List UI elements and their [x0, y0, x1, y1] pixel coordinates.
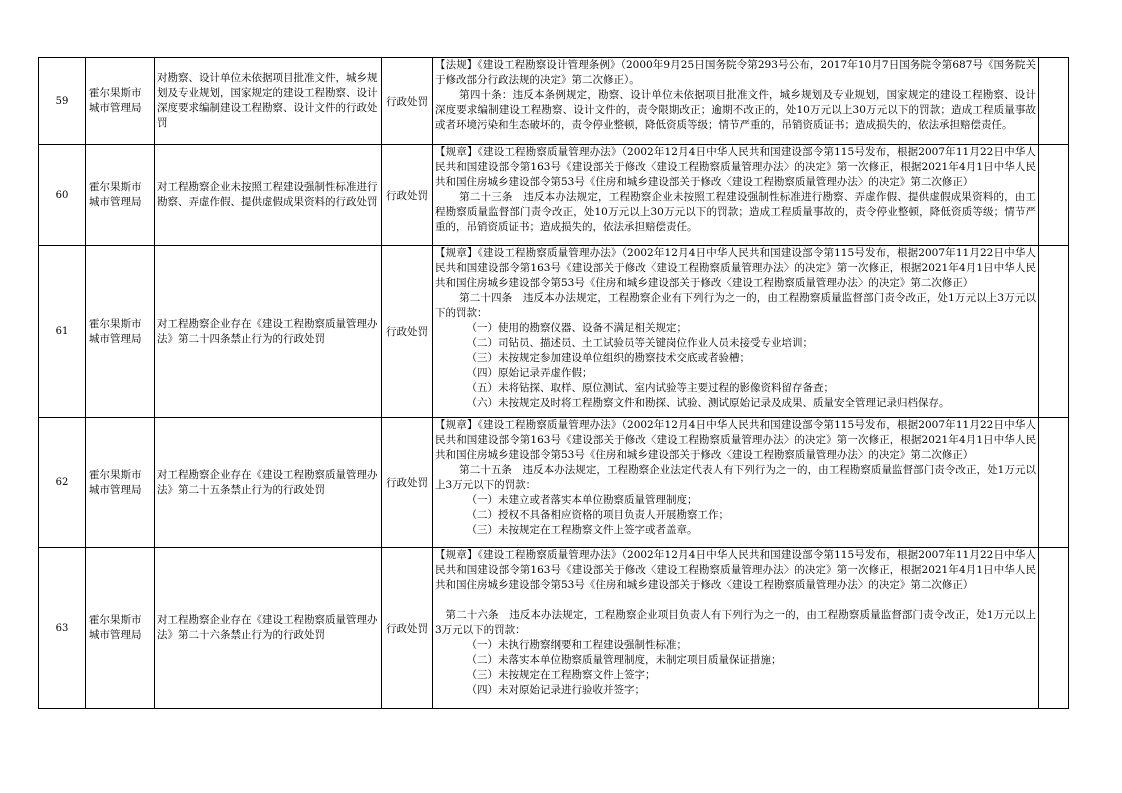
table-row	[39, 418, 1069, 548]
legal-basis	[433, 145, 1039, 246]
row-number: 62	[39, 418, 86, 548]
penalty-item: 对工程勘察企业未按照工程建设强制性标准进行勘察、弄虚作假、提供虚假成果资料的行政处罚	[155, 145, 382, 246]
penalty-type: 行政处罚	[382, 145, 433, 246]
empty-cell	[1039, 418, 1069, 548]
basis-article: 第二十六条 违反本办法规定，工程勘察企业项目负责人有下列行为之一的，由工程勘察质量监督部门责令改正，处1万元以上3万元以下的罚款：	[435, 609, 1036, 636]
empty-cell	[1039, 145, 1069, 246]
blank-line	[435, 593, 1036, 608]
table-row	[39, 58, 1069, 145]
row-number: 59	[39, 58, 86, 145]
penalty-type: 行政处罚	[382, 548, 433, 709]
empty-cell	[1039, 58, 1069, 145]
basis-clause: （五）未将钻探、取样、原位测试、室内试验等主要过程的影像资料留存备查；	[466, 382, 834, 394]
penalty-item: 对勘察、设计单位未依据项目批准文件，城乡规划及专业规划，国家规定的建设工程勘察、设计深度要求编制建设工程勘察、设计文件的行政处罚	[155, 58, 382, 145]
basis-article: 第二十三条 违反本办法规定，工程勘察企业未按照工程建设强制性标准进行勘察、弄虚作假、提供虚假成果资料的，由工程勘察质量监督部门责令改正，处10万元以上30万元以下的罚款；造成工程质量事故的，责令停业整顿，降低资质等级；情节严重的，吊销资质证书；造成损失的，依法承担赔偿责任。	[435, 191, 1036, 233]
row-number: 60	[39, 145, 86, 246]
legal-basis	[433, 548, 1039, 709]
basis-source: 【规章】《建设工程勘察质量管理办法》（2002年12月4日中华人民共和国建设部令第115号发布，根据2007年11月22日中华人民共和国建设部令第163号《建设部关于修改〈建设工程勘察质量管理办法〉的决定》第一次修正，根据2021年4月1日中华人民共和国住房城乡建设部令第53号《住房和城乡建设部关于修改〈建设工程勘察质量管理办法〉的决定》第二次修正）	[435, 549, 1036, 591]
basis-source: 【规章】《建设工程勘察质量管理办法》（2002年12月4日中华人民共和国建设部令第115号发布，根据2007年11月22日中华人民共和国建设部令第163号《建设部关于修改〈建设工程勘察质量管理办法〉的决定》第一次修正，根据2021年4月1日中华人民共和国住房城乡建设部令第53号《住房和城乡建设部关于修改〈建设工程勘察质量管理办法〉的决定》第二次修正）	[435, 419, 1036, 461]
basis-clause: （二）司钻员、描述员、土工试验员等关键岗位作业人员未接受专业培训；	[466, 337, 813, 349]
basis-source: 【规章】《建设工程勘察质量管理办法》（2002年12月4日中华人民共和国建设部令第115号发布，根据2007年11月22日中华人民共和国建设部令第163号《建设部关于修改〈建设工程勘察质量管理办法〉的决定》第一次修正，根据2021年4月1日中华人民共和国住房城乡建设部令第53号《住房和城乡建设部关于修改〈建设工程勘察质量管理办法〉的决定》第二次修正）	[435, 247, 1036, 289]
basis-clause: （一）未建立或者落实本单位勘察质量管理制度；	[466, 494, 698, 506]
basis-clause: （三）未按规定参加建设单位组织的勘察技术交底或者验槽；	[466, 352, 750, 364]
table-row	[39, 548, 1069, 709]
basis-clause: （一）使用的勘察仪器、设备不满足相关规定；	[466, 322, 687, 334]
row-number: 63	[39, 548, 86, 709]
basis-article: 第二十五条 违反本办法规定，工程勘察企业法定代表人有下列行为之一的，由工程勘察质量监督部门责令改正，处1万元以上3万元以下的罚款：	[435, 464, 1036, 491]
penalty-item: 对工程勘察企业存在《建设工程勘察质量管理办法》第二十五条禁止行为的行政处罚	[155, 418, 382, 548]
department: 霍尔果斯市城市管理局	[86, 58, 155, 145]
basis-source: 【法规】《建设工程勘察设计管理条例》（2000年9月25日国务院令第293号公布，2017年10月7日国务院令第687号《国务院关于修改部分行政法规的决定》第二次修正）。	[435, 59, 1036, 86]
basis-clause: （四）未对原始记录进行验收并签字；	[466, 684, 645, 696]
basis-clause: （四）原始记录弄虚作假；	[466, 367, 593, 379]
department: 霍尔果斯市城市管理局	[86, 548, 155, 709]
basis-clause: （六）未按规定及时将工程勘察文件和勘探、试验、测试原始记录及成果、质量安全管理记录归档保存。	[466, 397, 950, 409]
basis-source: 【规章】《建设工程勘察质量管理办法》（2002年12月4日中华人民共和国建设部令第115号发布，根据2007年11月22日中华人民共和国建设部令第163号《建设部关于修改〈建设工程勘察质量管理办法〉的决定》第一次修正，根据2021年4月1日中华人民共和国住房城乡建设部令第53号《住房和城乡建设部关于修改〈建设工程勘察质量管理办法〉的决定》第二次修正）	[435, 146, 1036, 188]
legal-basis	[433, 246, 1039, 418]
legal-basis	[433, 418, 1039, 548]
department: 霍尔果斯市城市管理局	[86, 145, 155, 246]
basis-clause: （三）未按规定在工程勘察文件上签字；	[466, 669, 656, 681]
department: 霍尔果斯市城市管理局	[86, 418, 155, 548]
basis-clause: （二）未落实本单位勘察质量管理制度，未制定项目质量保证措施；	[466, 654, 782, 666]
penalty-type: 行政处罚	[382, 418, 433, 548]
table-row	[39, 246, 1069, 418]
empty-cell	[1039, 548, 1069, 709]
penalty-table	[38, 57, 1069, 709]
basis-article: 第二十四条 违反本办法规定，工程勘察企业有下列行为之一的，由工程勘察质量监督部门责令改正，处1万元以上3万元以下的罚款：	[435, 292, 1036, 319]
row-number: 61	[39, 246, 86, 418]
basis-article: 第四十条：违反本条例规定，勘察、设计单位未依据项目批准文件，城乡规划及专业规划，国家规定的建设工程勘察、设计深度要求编制建设工程勘察、设计文件的，责令限期改正；逾期不改正的，处10万元以上30万元以下的罚款；造成工程质量事故或者环境污染和生态破坏的，责令停业整顿，降低资质等级；情节严重的，吊销资质证书；造成损失的，依法承担赔偿责任。	[435, 89, 1036, 131]
penalty-item: 对工程勘察企业存在《建设工程勘察质量管理办法》第二十六条禁止行为的行政处罚	[155, 548, 382, 709]
basis-clause: （一）未执行勘察纲要和工程建设强制性标准；	[466, 639, 687, 651]
table-row	[39, 145, 1069, 246]
empty-cell	[1039, 246, 1069, 418]
basis-clause: （二）授权不具备相应资格的项目负责人开展勘察工作；	[466, 509, 729, 521]
penalty-type: 行政处罚	[382, 58, 433, 145]
department: 霍尔果斯市城市管理局	[86, 246, 155, 418]
basis-clause: （三）未按规定在工程勘察文件上签字或者盖章。	[466, 524, 698, 536]
penalty-type: 行政处罚	[382, 246, 433, 418]
penalty-item: 对工程勘察企业存在《建设工程勘察质量管理办法》第二十四条禁止行为的行政处罚	[155, 246, 382, 418]
legal-basis	[433, 58, 1039, 145]
